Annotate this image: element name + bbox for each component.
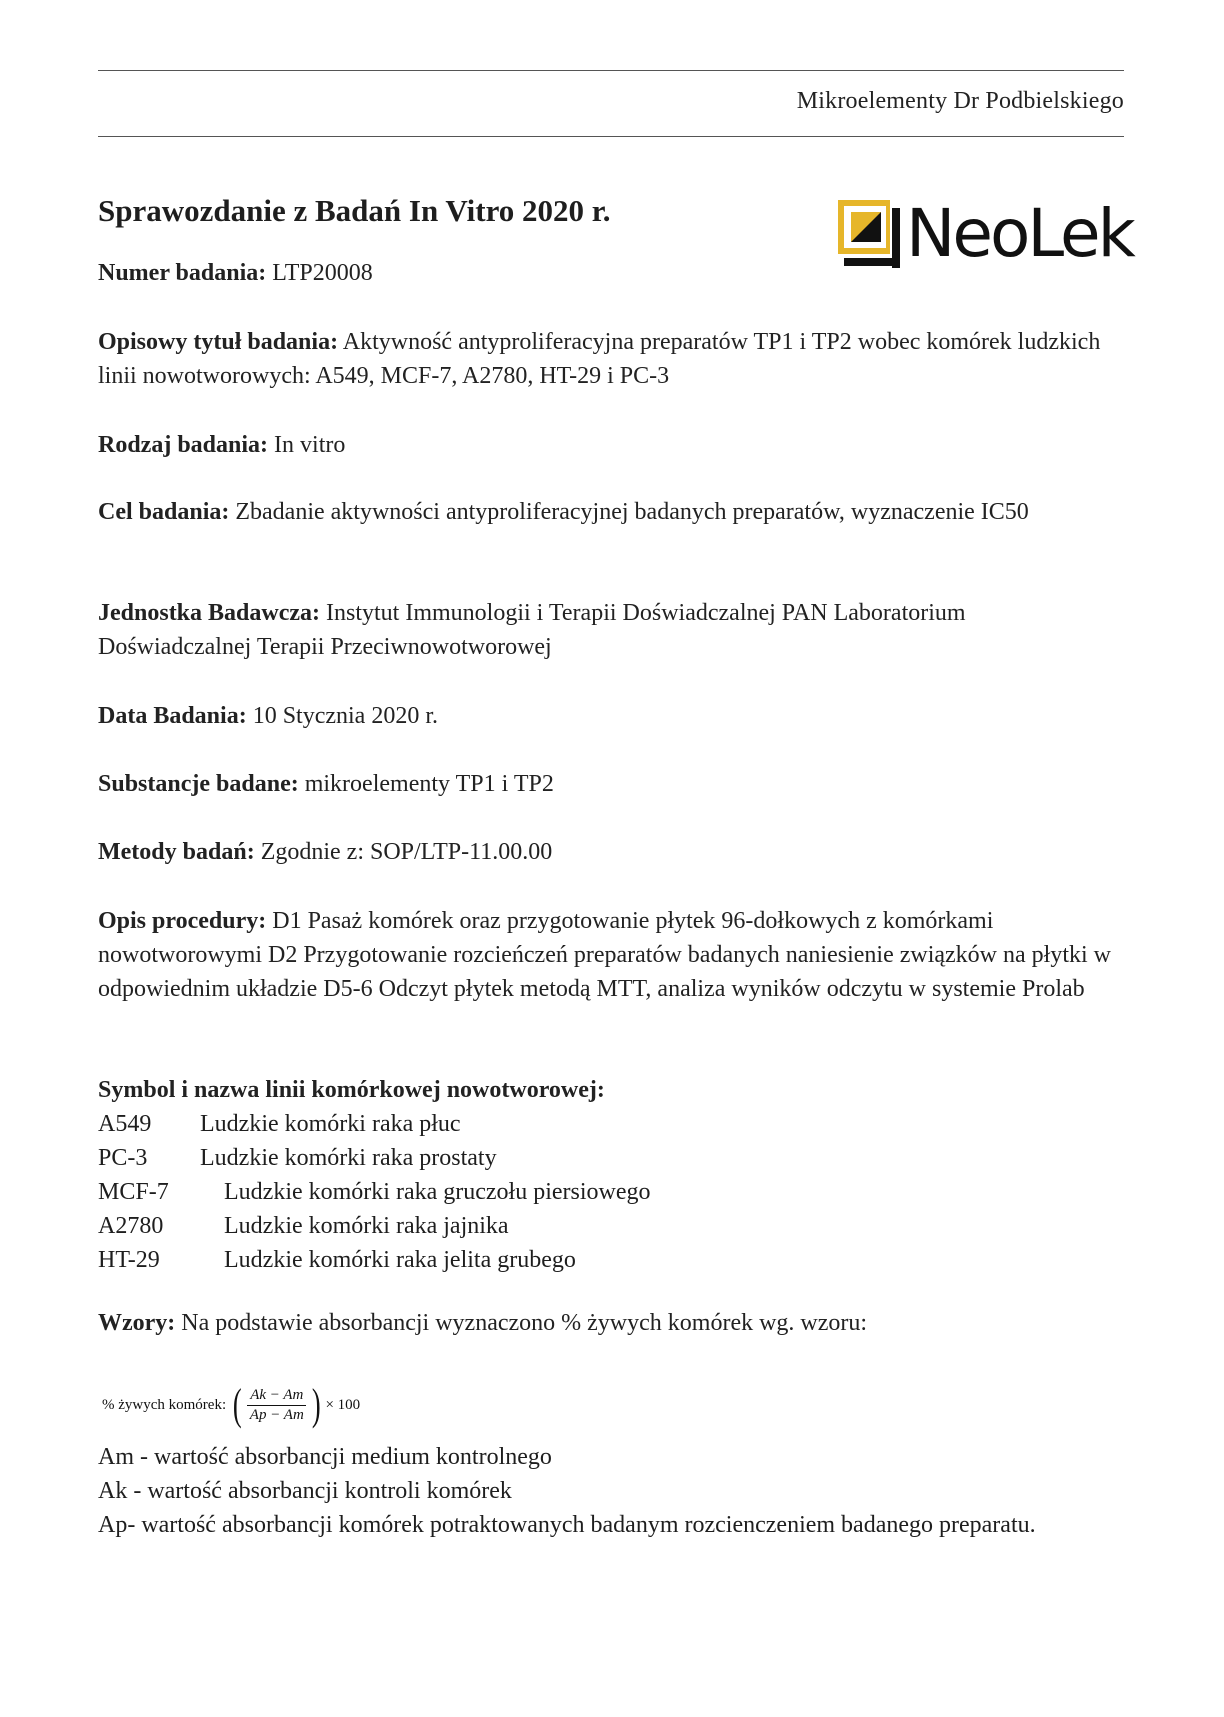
cell-line-name: Ludzkie komórki raka płuc <box>200 1111 461 1137</box>
field-descriptive-title <box>98 325 1118 393</box>
formulas-label: Wzory: <box>98 1310 176 1336</box>
cell-line-symbol: A549 <box>98 1111 152 1137</box>
field-value: Zgodnie z: SOP/LTP-11.00.00 <box>254 839 553 865</box>
legend-item-ap: Ap- wartość absorbancji komórek potraktowanych badanym rozcienczeniem badanego preparatu. <box>98 1512 1036 1538</box>
cell-line-name: Ludzkie komórki raka prostaty <box>200 1145 497 1171</box>
field-label: Cel badania: <box>98 499 230 525</box>
field-label: Rodzaj badania: <box>98 432 269 458</box>
field-value: D1 Pasaż komórek oraz przygotowanie płytek 96-dołkowych z komórkami nowotworowymi D2 Przygotowanie rozcieńczeń preparatów badanych naniesienie związków na płytki w odpowiednim układzie D5-6 Odczyt płytek metodą MTT, analiza wyników odczytu w systemie Prolab <box>98 908 1111 1002</box>
field-study-goal <box>98 495 1118 529</box>
cell-line-row <box>98 1209 651 1243</box>
header-bottom-rule <box>98 136 1124 137</box>
cell-line-row <box>98 1175 651 1209</box>
cell-lines-list <box>98 1107 651 1277</box>
field-label: Substancje badane: <box>98 771 299 797</box>
header-top-rule <box>98 70 1124 71</box>
field-label: Numer badania: <box>98 260 267 286</box>
cell-line-name: Ludzkie komórki raka gruczołu piersiowego <box>224 1179 651 1205</box>
cell-line-symbol: PC-3 <box>98 1145 148 1171</box>
field-value: Zbadanie aktywności antyproliferacyjnej badanych preparatów, wyznaczenie IC50 <box>229 499 1029 525</box>
formula-numerator: Ak − Am <box>247 1387 306 1406</box>
viability-formula <box>102 1380 361 1429</box>
formula-right-paren: ) <box>311 1380 321 1429</box>
field-label: Metody badań: <box>98 839 255 865</box>
formula-legend <box>98 1440 1118 1542</box>
field-procedure <box>98 904 1118 1006</box>
running-header-title: Mikroelementy Dr Podbielskiego <box>796 88 1124 114</box>
formula-fraction <box>247 1387 307 1424</box>
field-label: Data Badania: <box>98 703 247 729</box>
legend-item-ak: Ak - wartość absorbancji kontroli komórek <box>98 1478 512 1504</box>
cell-line-row <box>98 1243 651 1277</box>
formula-suffix: × 100 <box>325 1396 361 1413</box>
cell-line-symbol: MCF-7 <box>98 1179 169 1205</box>
field-value: Instytut Immunologii i Terapii Doświadczalnej PAN Laboratorium Doświadczalnej Terapii Przeciwnowotworowej <box>98 600 966 660</box>
field-label: Opis procedury: <box>98 908 267 934</box>
field-value: In vitro <box>268 432 346 458</box>
formula-left-paren: ( <box>233 1380 242 1429</box>
cell-line-row <box>98 1107 651 1141</box>
field-value: LTP20008 <box>266 260 373 286</box>
field-label: Opisowy tytuł badania: <box>98 329 339 355</box>
formula-denominator: Ap − Am <box>249 1406 304 1423</box>
field-methods <box>98 835 1118 869</box>
cell-lines-heading <box>98 1073 1118 1107</box>
field-value: mikroelementy TP1 i TP2 <box>298 771 554 797</box>
formulas-intro <box>98 1306 1118 1340</box>
field-study-date <box>98 699 1118 733</box>
field-value: 10 Stycznia 2020 r. <box>246 703 438 729</box>
field-study-number <box>98 256 1118 290</box>
cell-line-symbol: A2780 <box>98 1213 164 1239</box>
field-study-type <box>98 428 1118 462</box>
cell-lines-heading-text: Symbol i nazwa linii komórkowej nowotworowej: <box>98 1077 605 1103</box>
formula-prefix: % żywych komórek: <box>102 1396 227 1413</box>
document-title: Sprawozdanie z Badań In Vitro 2020 r. <box>98 193 611 228</box>
formulas-intro-text: Na podstawie absorbancji wyznaczono % żywych komórek wg. wzoru: <box>175 1310 868 1336</box>
cell-line-name: Ludzkie komórki raka jelita grubego <box>224 1247 576 1273</box>
cell-line-name: Ludzkie komórki raka jajnika <box>224 1213 509 1239</box>
neolek-logo-text: NeoLek <box>906 195 1133 272</box>
legend-item-am: Am - wartość absorbancji medium kontrolnego <box>98 1444 552 1470</box>
field-label: Jednostka Badawcza: <box>98 600 321 626</box>
field-research-unit <box>98 596 1118 664</box>
cell-line-symbol: HT-29 <box>98 1247 160 1273</box>
cell-line-row <box>98 1141 651 1175</box>
field-value: Aktywność antyproliferacyjna preparatów TP1 i TP2 wobec komórek ludzkich linii nowotworowych: A549, MCF-7, A2780, HT-29 i PC-3 <box>98 329 1101 389</box>
field-substances <box>98 767 1118 801</box>
